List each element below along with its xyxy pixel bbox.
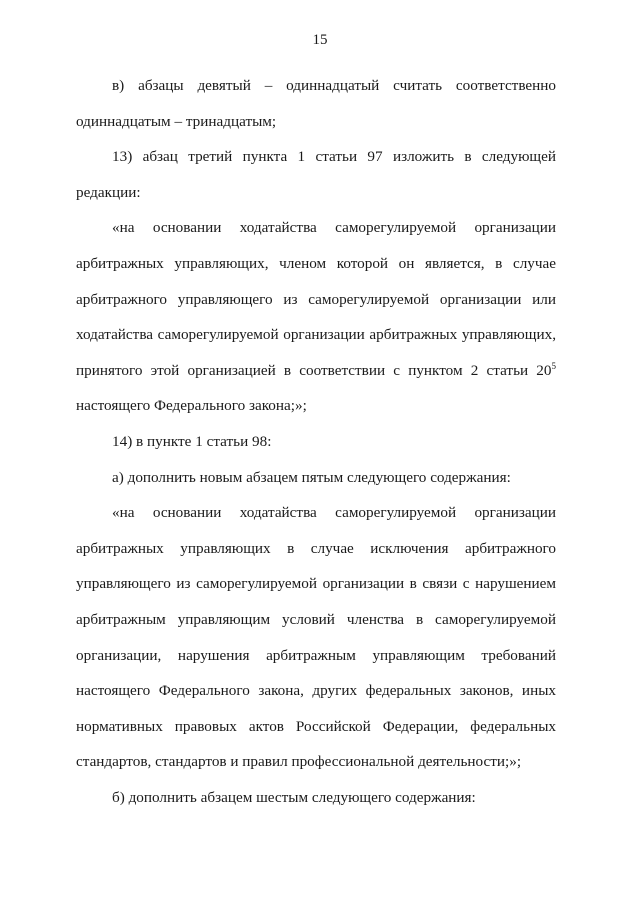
text-line: стандартов, стандартов и правил профессиональной деятельности;»; [76,753,522,771]
text-line: нормативных правовых актов Российской Федерации, федеральных [76,717,556,735]
text-line: редакции: [76,183,141,201]
text-line: «на основании ходатайства саморегулируемой организации [112,219,556,237]
text-fragment: принятого этой организацией в соответствии с пунктом 2 статьи 20 [76,361,552,379]
text-line: «на основании ходатайства саморегулируемой организации [112,504,556,522]
text-line: организации, нарушения арбитражным управляющим требований [76,646,556,664]
text-line: арбитражных управляющих в случае исключения арбитражного [76,539,556,557]
document-body [76,68,556,815]
text-line: одиннадцатым – тринадцатым; [76,112,277,130]
text-line: в) абзацы девятый – одиннадцатый считать соответственно [112,77,556,94]
text-line: арбитражным управляющим условий членства в саморегулируемой [76,610,556,628]
text-line: управляющего из саморегулируемой организации в связи с нарушением [76,575,556,593]
text-line: настоящего Федерального закона;»; [76,397,307,415]
superscript: 5 [551,360,556,371]
page-number: 15 [312,32,328,48]
text-line: ходатайства саморегулируемой организации арбитражных управляющих, [76,326,556,344]
text-line: настоящего Федерального закона, других федеральных законов, иных [76,682,556,700]
text-line: 13) абзац третий пункта 1 статьи 97 изложить в следующей [112,148,556,166]
text-line: а) дополнить новым абзацем пятым следующего содержания: [112,468,511,486]
text-line: 14) в пункте 1 статьи 98: [112,432,272,450]
text-line: арбитражного управляющего из саморегулируемой организации или [76,290,556,308]
text-line: б) дополнить абзацем шестым следующего содержания: [112,788,476,806]
text-line-with-superscript [76,353,556,389]
text-line: арбитражных управляющих, членом которой он является, в случае [76,254,556,272]
